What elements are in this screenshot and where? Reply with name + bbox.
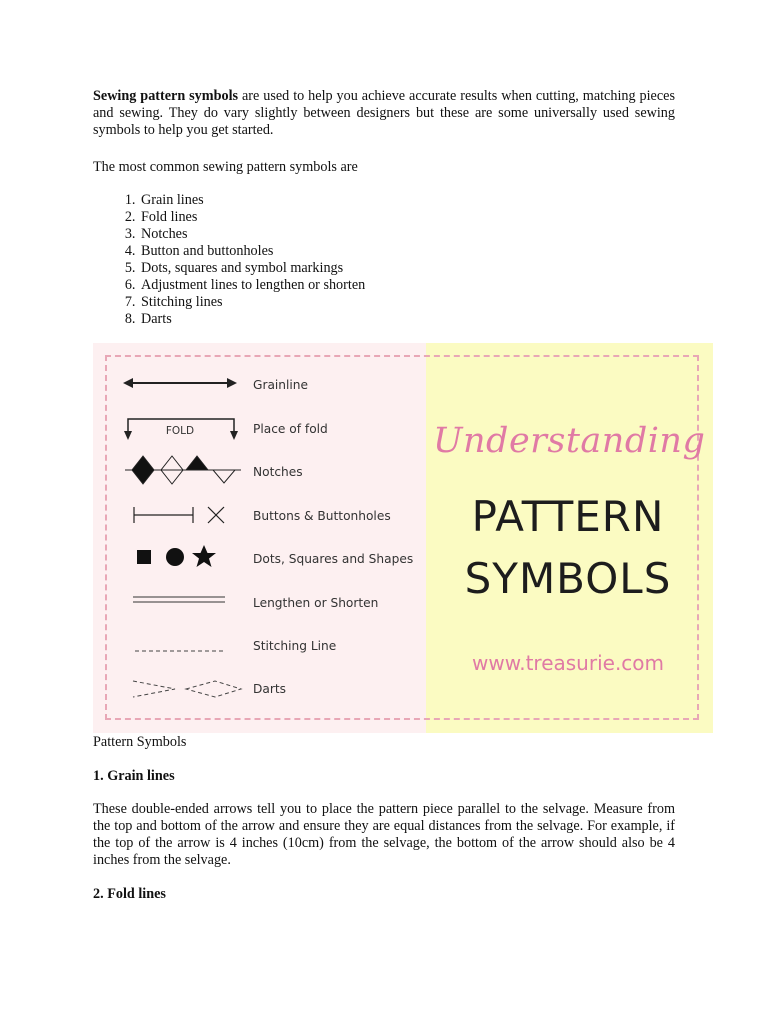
symbol-label: Buttons & Buttonholes [253,509,391,523]
grainline-arrow-icon [123,378,237,388]
section-heading-fold: 2. Fold lines [93,886,166,902]
symbol-label: Darts [253,682,286,696]
title-symbols: SYMBOLS [464,554,672,603]
list-item: 6. Adjustment lines to lengthen or shorten [139,277,365,294]
symbol-list [93,192,365,328]
list-lead: The most common sewing pattern symbols are [93,159,358,175]
list-item: 7. Stitching lines [139,294,365,311]
list-item: 2. Fold lines [139,209,365,226]
darts-icon [133,681,241,697]
symbol-label: Lengthen or Shorten [253,596,379,610]
fold-label: FOLD [165,425,195,437]
intro-bold-term: Sewing pattern symbols [93,88,239,104]
title-script: Understanding [433,421,706,461]
symbol-label: Dots, Squares and Shapes [253,552,414,566]
symbol-label: Place of fold [253,422,328,436]
website-label: www.treasurie.com [471,651,665,675]
list-item: 1. Grain lines [139,192,365,209]
lengthen-lines-icon [133,597,225,602]
shapes-icon [137,545,216,567]
pattern-symbols-image [93,343,713,733]
buttonhole-icon [134,507,224,523]
intro-text: are used to help you achieve accurate results when cutting, matching pieces and sewing. They do vary slightly between designers but these are some universally used sewing symbols to help you get started. [93,88,675,138]
section-heading-grain: 1. Grain lines [93,768,175,784]
figure-caption: Pattern Symbols [93,734,187,750]
list-item: 4. Button and buttonholes [139,243,365,260]
list-item: 5. Dots, squares and symbol markings [139,260,365,277]
symbol-label: Notches [253,465,303,479]
symbol-label: Stitching Line [253,639,337,653]
title-pattern: PATTERN [471,492,665,541]
symbol-label: Grainline [253,378,309,392]
symbols-drawing [93,343,426,733]
list-item: 3. Notches [139,226,365,243]
intro-paragraph [93,88,675,139]
section-body-grain: These double-ended arrows tell you to place the pattern piece parallel to the selvage. Measure from the top and bottom of the arrow and ensure they are equal distances from the selvage. For example, if the top of the arrow is 4 inches (10cm) from the selvage, the bottom of the arrow should also be 4 inches from the selvage. [93,801,675,868]
list-item: 8. Darts [139,311,365,328]
notches-icon [125,456,241,484]
